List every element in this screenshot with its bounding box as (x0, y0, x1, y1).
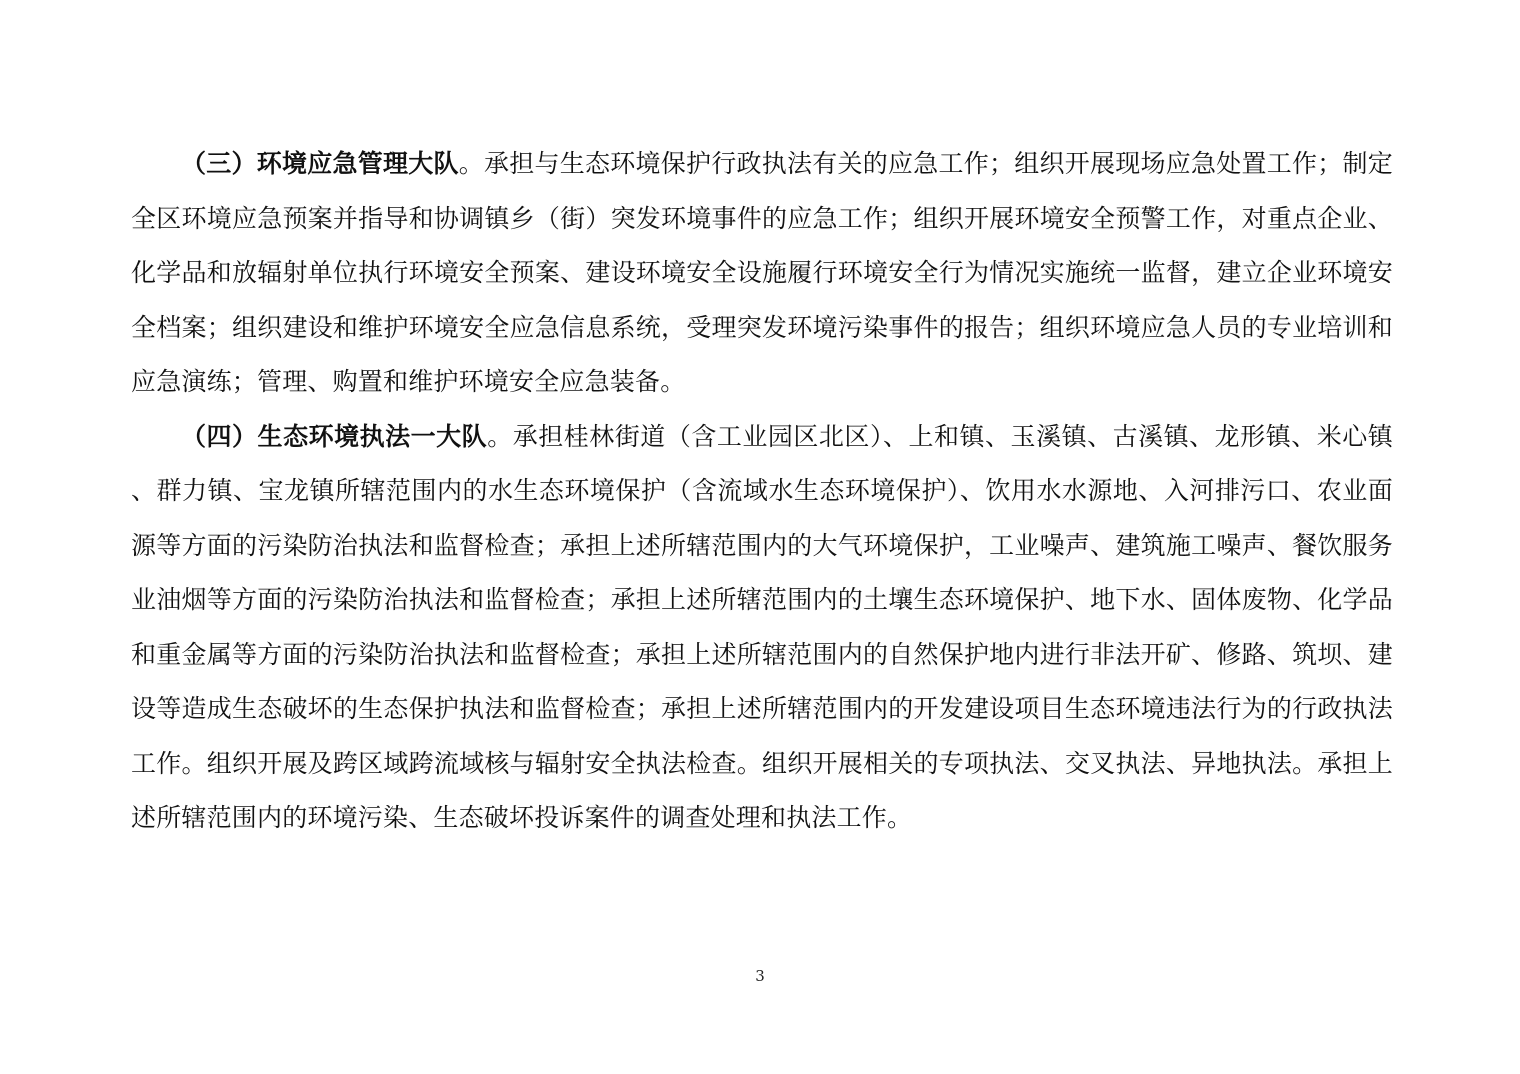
paragraph-heading: （四）生态环境执法一大队 (181, 421, 488, 451)
page-number: 3 (755, 967, 765, 985)
paragraph-text: 。承担与生态环境保护行政执法有关的应急工作；组织开展现场应急处置工作；制定全区环境应急预案并指导和协调镇乡（街）突发环境事件的应急工作；组织开展环境安全预警工作，对重点企业、化学品和放辐射单位执行环境安全预案、建设环境安全设施履行环境安全行为情况实施统一监督，建立企业环境安全档案；组织建设和维护环境安全应急信息系统，受理突发环境污染事件的报告；组织环境应急人员的专业培训和应急演练；管理、购置和维护环境安全应急装备。 (131, 149, 1394, 396)
paragraph-text: 。承担桂林街道（含工业园区北区）、上和镇、玉溪镇、古溪镇、龙形镇、米心镇、群力镇、宝龙镇所辖范围内的水生态环境保护（含流域水生态环境保护）、饮用水水源地、入河排污口、农业面源等方面的污染防治执法和监督检查；承担上述所辖范围内的大气环境保护，工业噪声、建筑施工噪声、餐饮服务业油烟等方面的污染防治执法和监督检查；承担上述所辖范围内的土壤生态环境保护、地下水、固体废物、化学品和重金属等方面的污染防治执法和监督检查；承担上述所辖范围内的自然保护地内进行非法开矿、修路、筑坝、建设等造成生态破坏的生态保护执法和监督检查；承担上述所辖范围内的开发建设项目生态环境违法行为的行政执法工作。组织开展及跨区域跨流域核与辐射安全执法检查。组织开展相关的专项执法、交叉执法、异地执法。承担上述所辖范围内的环境污染、生态破坏投诉案件的调查处理和执法工作。 (131, 421, 1393, 832)
paragraph-emergency-brigade (131, 137, 1393, 410)
document-body (131, 137, 1393, 846)
paragraph-heading: （三）环境应急管理大队 (181, 149, 459, 178)
paragraph-enforcement-brigade-one (131, 410, 1393, 846)
